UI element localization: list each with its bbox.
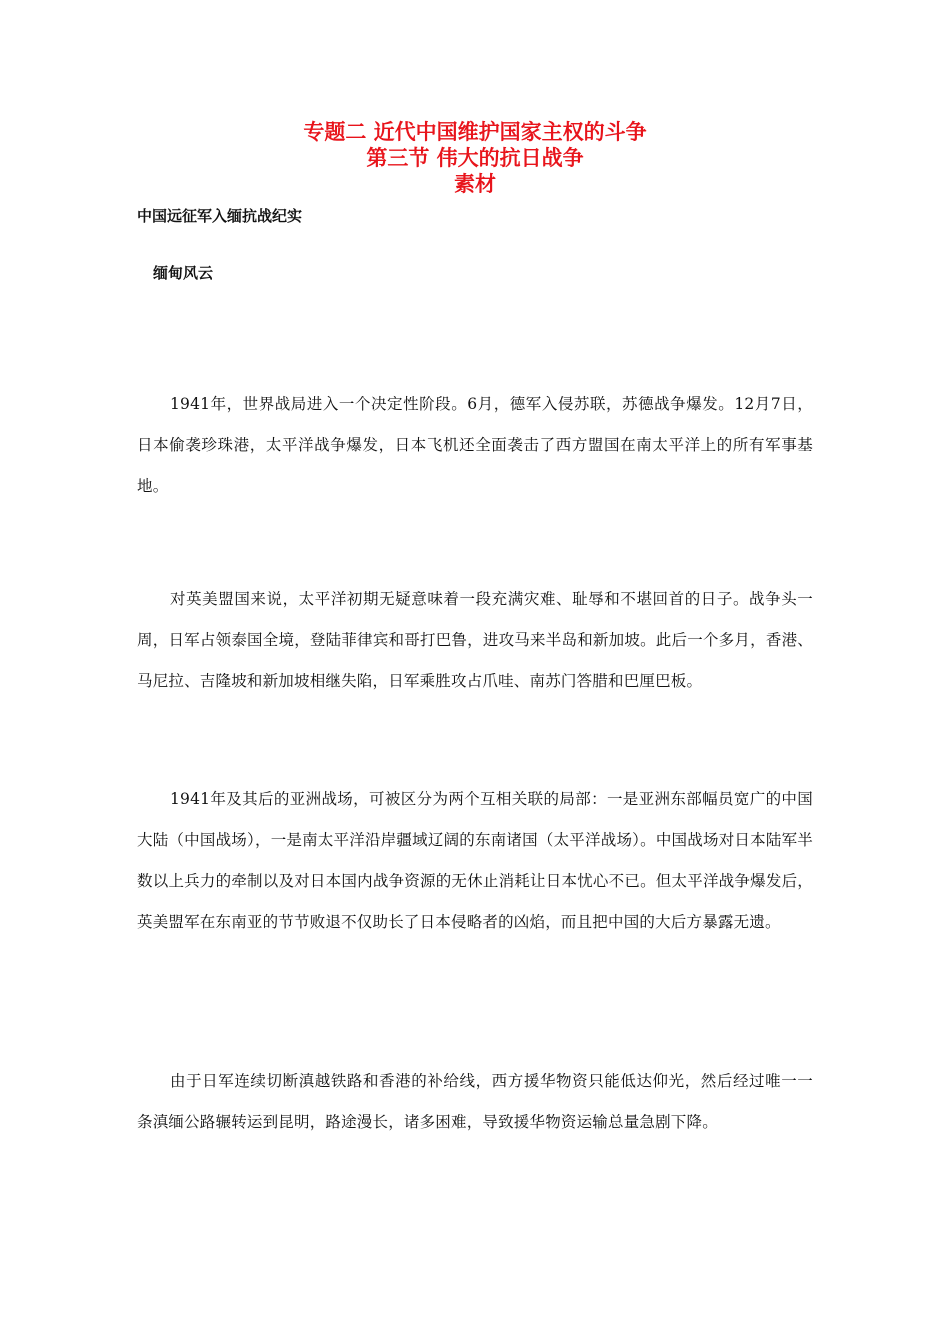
paragraph-3: 1941年及其后的亚洲战场，可被区分为两个互相关联的局部：一是亚洲东部幅员宽广的中国大陆（中国战场），一是南太平洋沿岸疆域辽阔的东南诸国（太平洋战场）。中国战场对日本陆军半数以上兵力的牵制以及对日本国内战争资源的无休止消耗让日本忧心不已。但太平洋战争爆发后，英美盟军在东南亚的节节败退不仅助长了日本侵略者的凶焰，而且把中国的大后方暴露无遗。 [137, 789, 813, 931]
paragraph-2: 对英美盟国来说，太平洋初期无疑意味着一段充满灾难、耻辱和不堪回首的日子。战争头一周，日军占领泰国全境，登陆菲律宾和哥打巴鲁，进攻马来半岛和新加坡。此后一个多月，香港、马尼拉、吉隆坡和新加坡相继失陷，日军乘胜攻占爪哇、南苏门答腊和巴厘巴板。 [137, 589, 813, 690]
title-line-topic: 专题二 近代中国维护国家主权的斗争 [303, 120, 647, 144]
paragraph-1: 1941年，世界战局进入一个决定性阶段。6月，德军入侵苏联，苏德战争爆发。12月7日，日本偷袭珍珠港，太平洋战争爆发，日本飞机还全面袭击了西方盟国在南太平洋上的所有军事基地。 [137, 394, 813, 495]
title-line-section: 第三节 伟大的抗日战争 [366, 146, 584, 170]
section-heading: 缅甸风云 [153, 264, 214, 282]
document-title [0, 119, 950, 197]
article-heading: 中国远征军入缅抗战纪实 [137, 207, 303, 225]
paragraph-4: 由于日军连续切断滇越铁路和香港的补给线，西方援华物资只能低达仰光，然后经过唯一一条滇缅公路辗转运到昆明，路途漫长，诸多困难，导致援华物资运输总量急剧下降。 [137, 1071, 813, 1131]
title-line-material: 素材 [454, 172, 496, 196]
